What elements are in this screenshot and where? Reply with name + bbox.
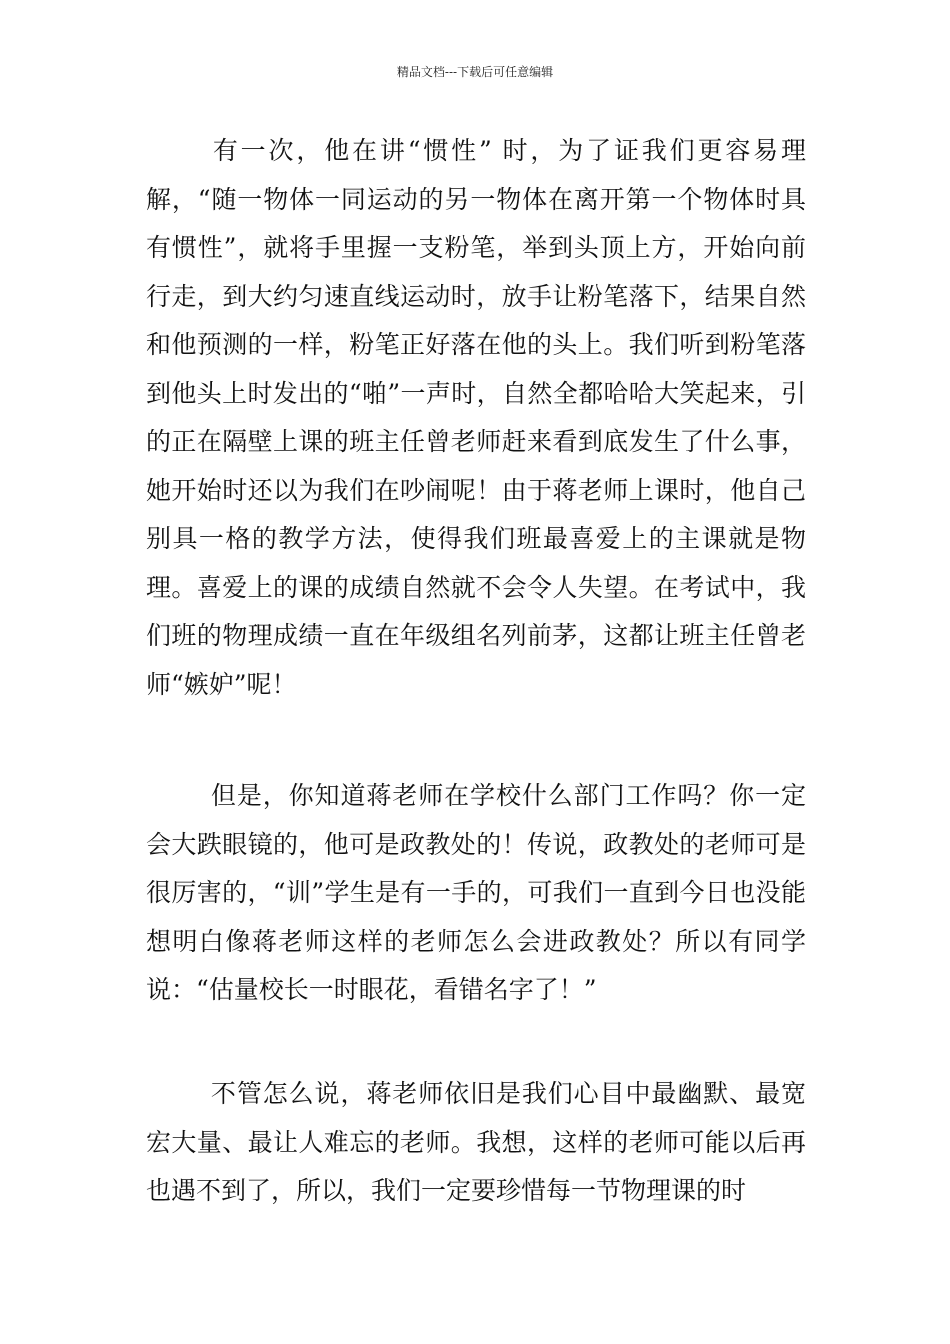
paragraph-1 xyxy=(146,127,806,709)
page-header: 精品文档---下载后可任意编辑 xyxy=(396,65,554,79)
paragraph-1-text: 有一次，他在讲“惯性” 时，为了证我们更容易理解，“随一物体一同运动的另一物体在离开第一个物体时具有惯性”，就将手里握一支粉笔，举到头顶上方，开始向前行走，到大约匀速直线运动时，放手让粉笔落下，结果自然和他预测的一样，粉笔正好落在他的头上。我们听到粉笔落到他头上时发出的“啪”一声时，自然全都哈哈大笑起来，引的正在隔壁上课的班主任曾老师赶来看到底发生了什么事，她开始时还以为我们在吵闹呢！由于蒋老师上课时，他自己别具一格的教学方法，使得我们班最喜爱上的主课就是物理。喜爱上的课的成绩自然就不会令人失望。在考试中，我们班的物理成绩一直在年级组名列前茅，这都让班主任曾老师“嫉妒”呢！ xyxy=(146,136,806,699)
paragraph-2-text: 但是，你知道蒋老师在学校什么部门工作吗？你一定会大跌眼镜的，他可是政教处的！传说，政教处的老师可是很厉害的，“训”学生是有一手的，可我们一直到今日也没能想明白像蒋老师这样的老师怎么会进政教处？所以有同学说：“估量校长一时眼花，看错名字了！” xyxy=(146,781,806,1004)
paragraph-2 xyxy=(146,772,806,1015)
paragraph-3-text: 不管怎么说，蒋老师依旧是我们心目中最幽默、最宽宏大量、最让人难忘的老师。我想，这样的老师可能以后再也遇不到了，所以，我们一定要珍惜每一节物理课的时 xyxy=(146,1079,806,1205)
paragraph-3 xyxy=(146,1070,806,1216)
